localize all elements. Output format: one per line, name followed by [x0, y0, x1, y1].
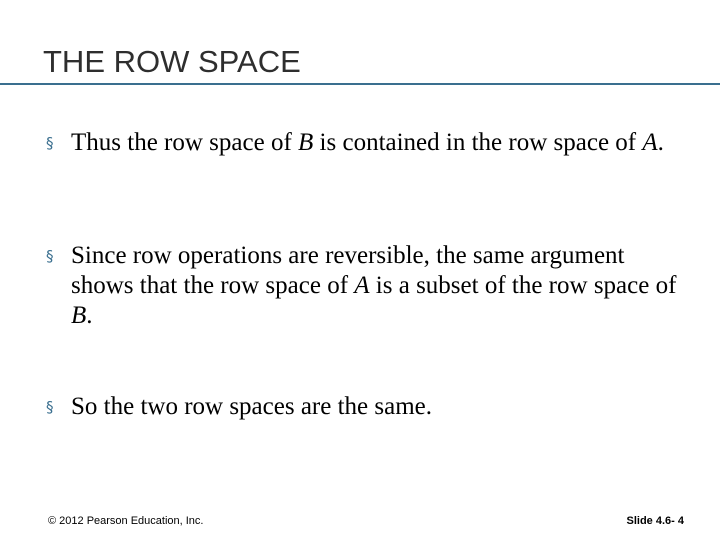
- matrix-symbol: A: [354, 272, 370, 299]
- bullet-marker-icon: §: [46, 398, 54, 416]
- slide-title: THE ROW SPACE: [43, 44, 301, 79]
- footer-copyright: © 2012 Pearson Education, Inc.: [48, 515, 204, 527]
- bullet-text: Since row operations are reversible, the same argument shows that the row space of A is a subset of the row space of B.: [71, 242, 677, 329]
- bullet-item: [46, 392, 686, 422]
- matrix-symbol: A: [642, 129, 658, 156]
- bullet-marker-icon: §: [46, 247, 54, 265]
- title-divider: [0, 83, 720, 85]
- bullet-marker-icon: §: [46, 134, 54, 152]
- matrix-symbol: B: [71, 302, 87, 329]
- slide-number: Slide 4.6- 4: [626, 515, 684, 527]
- bullet-item: [46, 241, 686, 331]
- matrix-symbol: B: [298, 129, 314, 156]
- bullet-text: Thus the row space of B is contained in the row space of A.: [71, 129, 664, 156]
- bullet-item: [46, 128, 686, 158]
- bullet-text: So the two row spaces are the same.: [71, 393, 432, 420]
